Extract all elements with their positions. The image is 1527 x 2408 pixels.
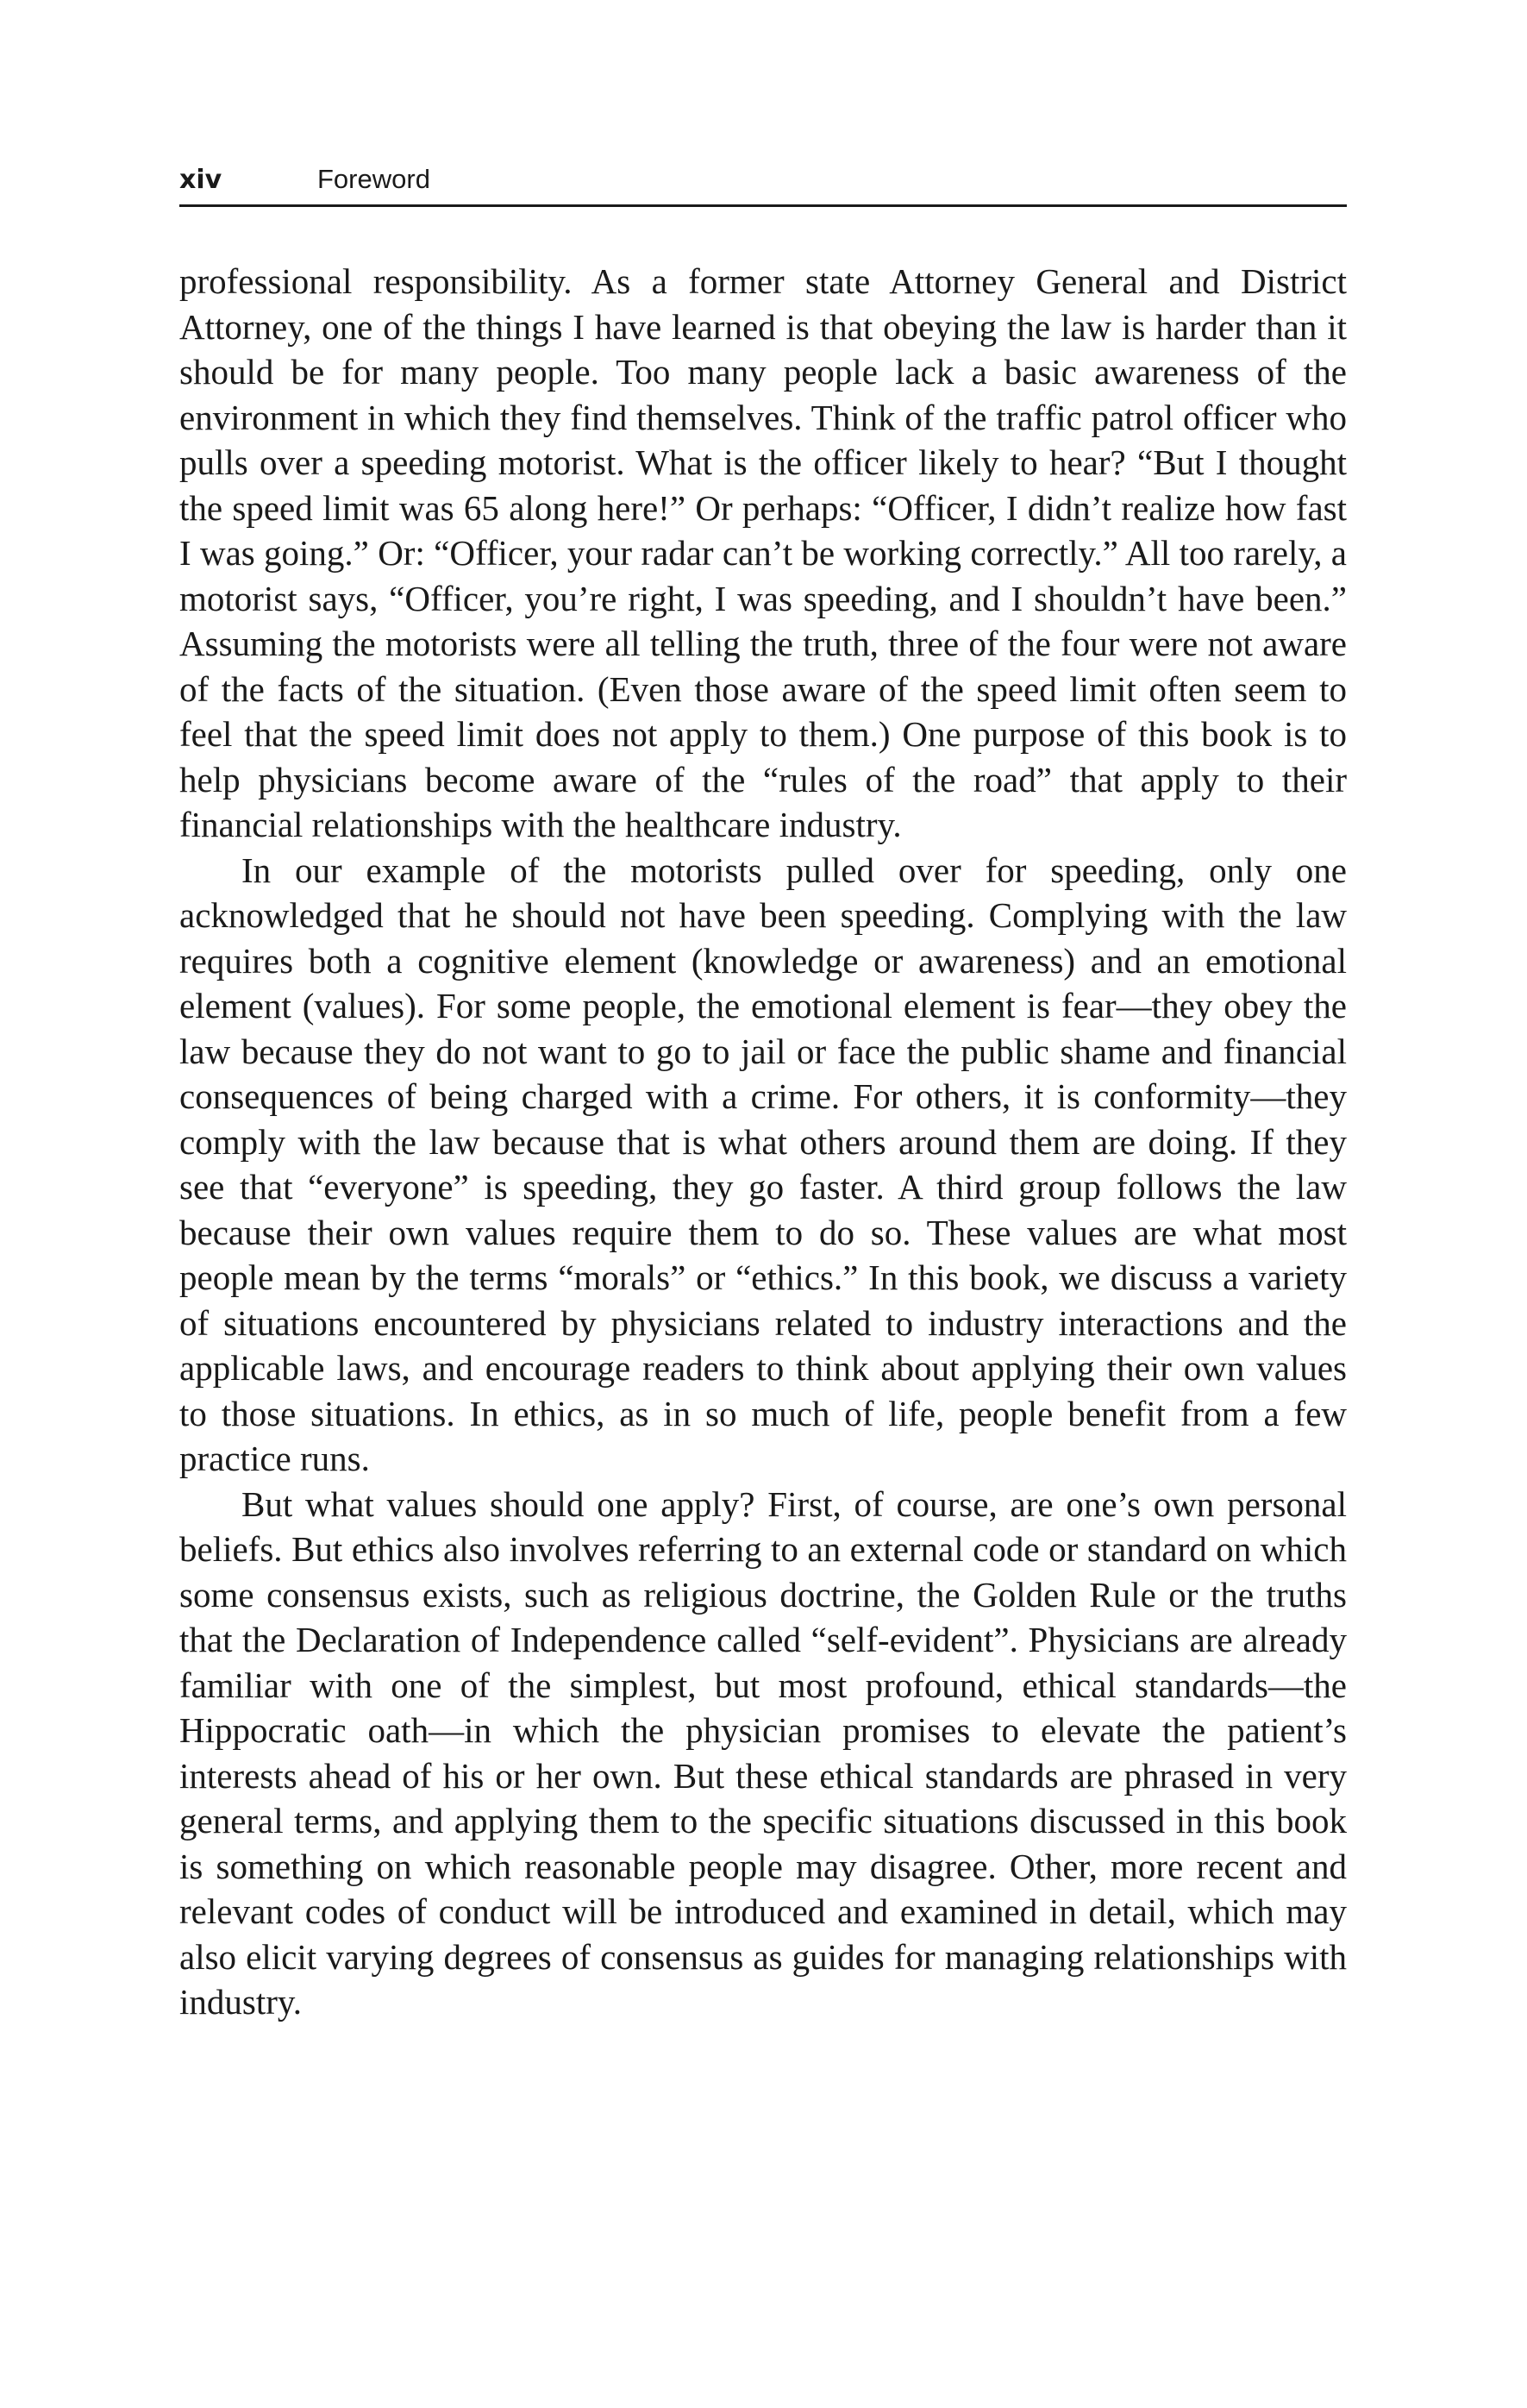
body-text: [179, 259, 1347, 2025]
paragraph-2: In our example of the motorists pulled over for speeding, only one acknowledged that he should not have been speeding. Complying with the law requires both a cognitive element (knowledge or awareness) and an emotional element (values). For some people, the emotional element is fear—they obey the law because they do not want to go to jail or face the public shame and financial consequences of being charged with a crime. For others, it is conformity—they comply with the law because that is what others around them are doing. If they see that “everyone” is speeding, they go faster. A third group follows the law because their own values require them to do so. These values are what most people mean by the terms “morals” or “ethics.” In this book, we discuss a variety of situations encountered by physicians related to industry interactions and the applicable laws, and encourage readers to think about applying their own values to those situations. In ethics, as in so much of life, people benefit from a few practice runs.: [179, 850, 1347, 1478]
page-number: xiv: [179, 165, 222, 195]
paragraph-3: But what values should one apply? First, of course, are one’s own personal beliefs. But ethics also involves referring to an external code or standard on which some consensus exists, such as religious doctrine, the Golden Rule or the truths that the Declaration of Independence called “self-evident”. Physicians are already familiar with one of the simplest, but most profound, ethical standards—the Hippocratic oath—in which the physician promises to elevate the patient’s interests ahead of his or her own. But these ethical standards are phrased in very general terms, and applying them to the specific situations discussed in this book is something on which reasonable people may disagree. Other, more recent and relevant codes of conduct will be introduced and examined in detail, which may also elicit varying degrees of consensus as guides for managing relationships with industry.: [179, 1483, 1347, 2022]
paragraph-1: professional responsibility. As a former state Attorney General and District Attorney, one of the things I have learned is that obeying the law is harder than it should be for many people. Too many people lack a basic awareness of the environment in which they find themselves. Think of the traffic patrol officer who pulls over a speeding motorist. What is the officer likely to hear? “But I thought the speed limit was 65 along here!” Or perhaps: “Officer, I didn’t realize how fast I was going.” Or: “Officer, your radar can’t be working correctly.” All too rarely, a motorist says, “Officer, you’re right, I was speeding, and I shouldn’t have been.” Assuming the motorists were all telling the truth, three of the four were not aware of the facts of the situation. (Even those aware of the speed limit often seem to feel that the speed limit does not apply to them.) One purpose of this book is to help physicians become aware of the “rules of the road” that apply to their financial relationships with the healthcare industry.: [179, 261, 1347, 844]
page: [179, 164, 1347, 2025]
section-title: Foreword: [317, 164, 430, 194]
running-head: [179, 164, 1347, 207]
